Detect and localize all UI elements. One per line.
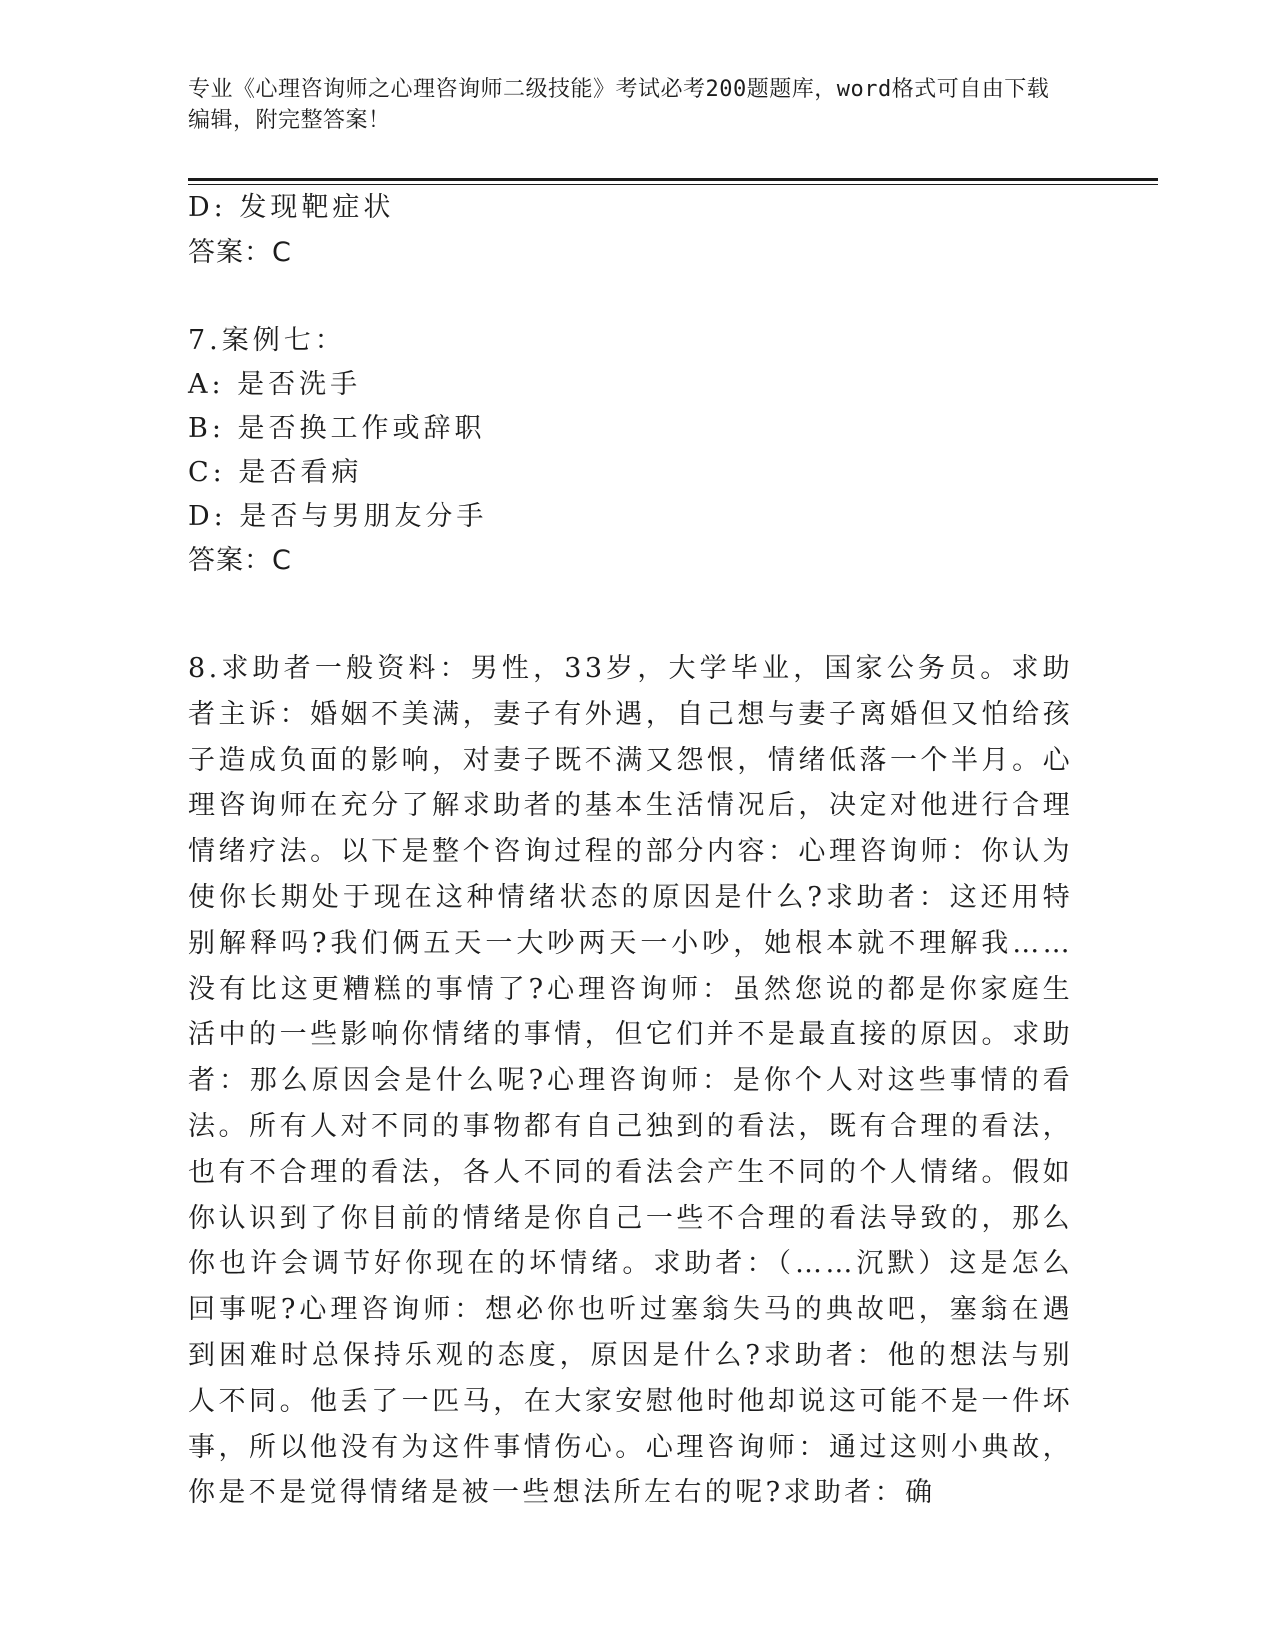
q7-option-c: C: 是否看病 [188,457,363,488]
q7-option-d: D: 是否与男朋友分手 [188,501,488,532]
header-rule-thick [188,178,1158,181]
q7-option-a: A: 是否洗手 [188,369,362,400]
q7-option-b: B: 是否换工作或辞职 [188,413,486,444]
document-header: 专业《心理咨询师之心理咨询师二级技能》考试必考200题题库，word格式可自由下载编辑，附完整答案！ [188,77,1050,133]
q6-answer: 答案：C [188,237,292,268]
q6-option-d: D: 发现靶症状 [188,192,395,223]
q7-answer: 答案：C [188,545,292,576]
q7-question: 7.案例七： [188,325,346,356]
q8-question: 8.求助者一般资料：男性，33岁，大学毕业，国家公务员。求助者主诉：婚姻不美满，妻子有外遇，自己想与妻子离婚但又怕给孩子造成负面的影响，对妻子既不满又怨恨，情绪低落一个半月。心理咨询师在充分了解求助者的基本生活情况后，决定对他进行合理情绪疗法。以下是整个咨询过程的部分内容：心理咨询师：你认为使你长期处于现在这种情绪状态的原因是什么?求助者：这还用特别解释吗?我们俩五天一大吵两天一小吵，她根本就不理解我……没有比这更糟糕的事情了?心理咨询师：虽然您说的都是你家庭生活中的一些影响你情绪的事情，但它们并不是最直接的原因。求助者：那么原因会是什么呢?心理咨询师：是你个人对这些事情的看法。所有人对不同的事物都有自己独到的看法，既有合理的看法，也有不合理的看法，各人不同的看法会产生不同的个人情绪。假如你认识到了你目前的情绪是你自己一些不合理的看法导致的，那么你也许会调节好你现在的坏情绪。求助者：（……沉默）这是怎么回事呢?心理咨询师：想必你也听过塞翁失马的典故吧，塞翁在遇到困难时总保持乐观的态度，原因是什么?求助者：他的想法与别人不同。他丢了一匹马，在大家安慰他时他却说这可能不是一件坏事，所以他没有为这件事情伤心。心理咨询师：通过这则小典故，你是不是觉得情绪是被一些想法所左右的呢?求助者：确 [188,653,1073,1509]
